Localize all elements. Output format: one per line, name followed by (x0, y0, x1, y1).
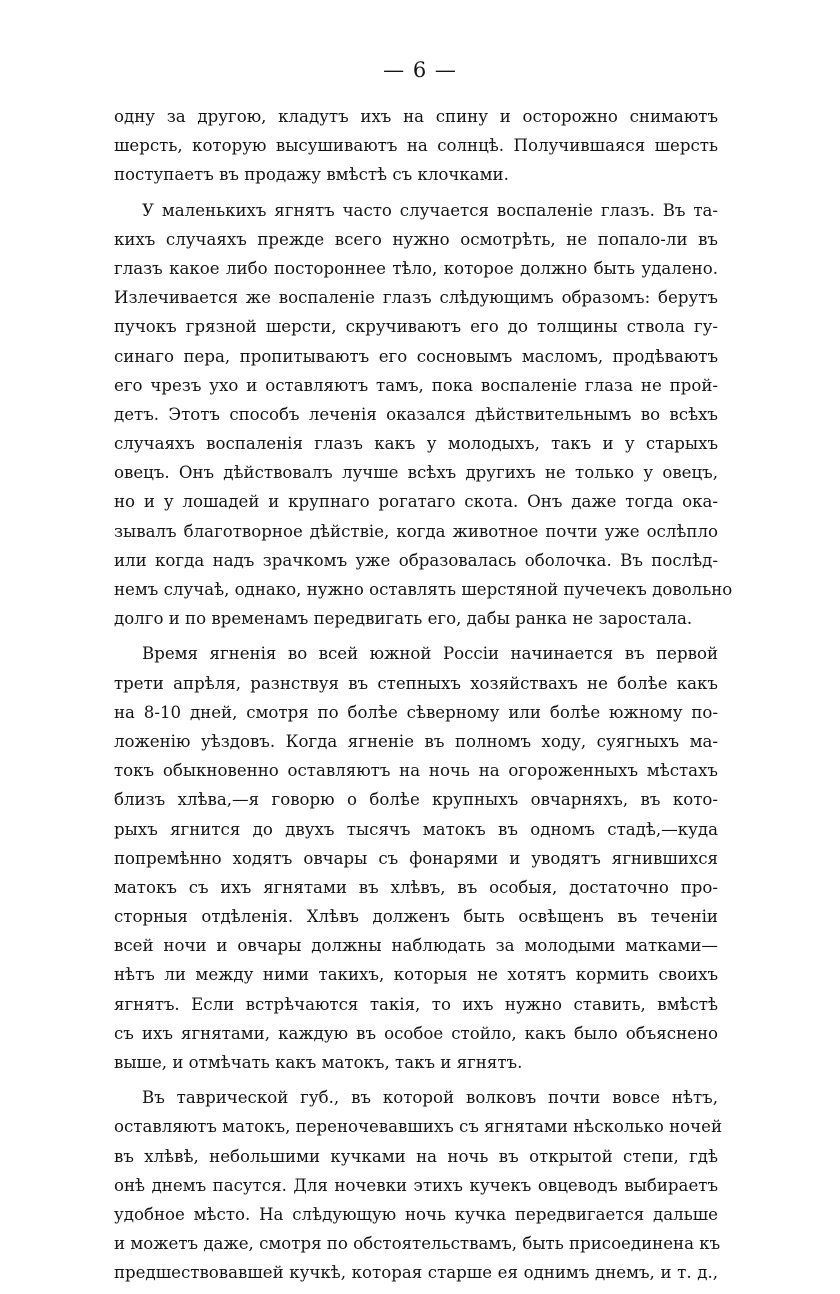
text-line: и можетъ даже, смотря по обстоятельствамъ, быть присоединена къ (114, 1234, 721, 1254)
text-line: У маленькихъ ягнятъ часто случается воспаленіе глазъ. Въ та- (142, 200, 718, 220)
text-line: выше, и отмѣчать какъ матокъ, такъ и ягнятъ. (114, 1053, 523, 1072)
paragraph-3 (114, 639, 718, 1077)
text-line: овецъ. Онъ дѣйствовалъ лучше всѣхъ другихъ не только у овецъ, (114, 463, 718, 483)
text-line: съ ихъ ягнятами, каждую въ особое стойло, какъ было объяснено (114, 1023, 718, 1043)
text-line: трети апрѣля, разнствуя въ степныхъ хозяйствахъ не болѣе какъ (114, 673, 718, 693)
page-number: — 6 — (383, 58, 457, 82)
text-line: Время ягненія во всей южной Россіи начинается въ первой (142, 644, 718, 664)
text-line: онѣ днемъ пасутся. Для ночевки этихъ кучекъ овцеводъ выбираетъ (114, 1175, 718, 1195)
text-line: его чрезъ ухо и оставляютъ тамъ, пока воспаленіе глаза не прой- (114, 375, 718, 395)
text-line: близъ хлѣва,—я говорю о болѣе крупныхъ овчарняхъ, въ кото- (114, 790, 718, 810)
text-line: шерсть, которую высушиваютъ на солнцѣ. Получившаяся шерсть (114, 136, 718, 156)
text-line: детъ. Этотъ способъ леченія оказался дѣйствительнымъ во всѣхъ (114, 404, 718, 424)
text-line: всей ночи и овчары должны наблюдать за молодыми матками— (114, 936, 718, 956)
text-line: Въ таврической губ., въ которой волковъ почти вовсе нѣтъ, (142, 1088, 718, 1108)
paragraph-2 (114, 196, 733, 634)
text-line: ягнятъ. Если встрѣчаются такія, то ихъ нужно ставить, вмѣстѣ (114, 994, 718, 1014)
text-line: Излечивается же воспаленіе глазъ слѣдующимъ образомъ: берутъ (114, 288, 718, 308)
text-line: кихъ случаяхъ прежде всего нужно осмотрѣть, не попало-ли въ (114, 229, 718, 249)
text-line: долго и по временамъ передвигать его, дабы ранка не заростала. (114, 609, 693, 629)
text-line: матокъ съ ихъ ягнятами въ хлѣвъ, въ особыя, достаточно про- (114, 877, 718, 897)
text-line: на 8-10 дней, смотря по болѣе сѣверному или болѣе южному по- (114, 702, 718, 722)
text-line: пучокъ грязной шерсти, скручиваютъ его до толщины ствола гу- (114, 317, 718, 337)
text-line: случаяхъ воспаленія глазъ какъ у молодыхъ, такъ и у старыхъ (114, 434, 718, 454)
text-line: оставляютъ матокъ, переночевавшихъ съ ягнятами нѣсколько ночей (114, 1117, 722, 1137)
text-line: поступаетъ въ продажу вмѣстѣ съ клочками. (114, 165, 509, 185)
text-line: ложенію уѣздовъ. Когда ягненіе въ полномъ ходу, суягныхъ ма- (114, 731, 718, 751)
text-line: но и у лошадей и крупнаго рогатаго скота. Онъ даже тогда ока- (114, 492, 718, 512)
text-line: токъ обыкновенно оставляютъ на ночь на огороженныхъ мѣстахъ (114, 761, 718, 781)
text-line: глазъ какое либо постороннее тѣло, которое должно быть удалено. (114, 258, 718, 278)
text-line: предшествовавшей кучкѣ, которая старше ея однимъ днемъ, и т. д., (114, 1263, 718, 1283)
text-line: синаго пера, пропитываютъ его сосновымъ масломъ, продѣваютъ (114, 346, 718, 366)
paragraph-4 (114, 1083, 722, 1287)
text-line: удобное мѣсто. На слѣдующую ночь кучка передвигается дальше (114, 1204, 718, 1224)
text-line: въ хлѣвѣ, небольшими кучками на ночь въ открытой степи, гдѣ (114, 1146, 718, 1166)
body-text (114, 102, 733, 1294)
text-line: одну за другою, кладутъ ихъ на спину и осторожно снимаютъ (114, 107, 718, 126)
text-line: рыхъ ягнится до двухъ тысячъ матокъ въ одномъ стадѣ,—куда (114, 819, 718, 839)
paragraph-1 (114, 102, 718, 190)
text-line: или когда надъ зрачкомъ уже образовалась оболочка. Въ послѣд- (114, 550, 718, 570)
text-line: зывалъ благотворное дѣйствіе, когда животное почти уже ослѣпло (114, 521, 718, 541)
text-line: сторныя отдѣленія. Хлѣвъ долженъ быть освѣщенъ въ теченіи (114, 907, 718, 927)
text-line: нѣтъ ли между ними такихъ, которыя не хотятъ кормить своихъ (114, 965, 718, 985)
text-line: попремѣнно ходятъ овчары съ фонарями и уводятъ ягнившихся (114, 848, 718, 868)
text-line: немъ случаѣ, однако, нужно оставлять шерстяной пучечекъ довольно (114, 580, 733, 599)
